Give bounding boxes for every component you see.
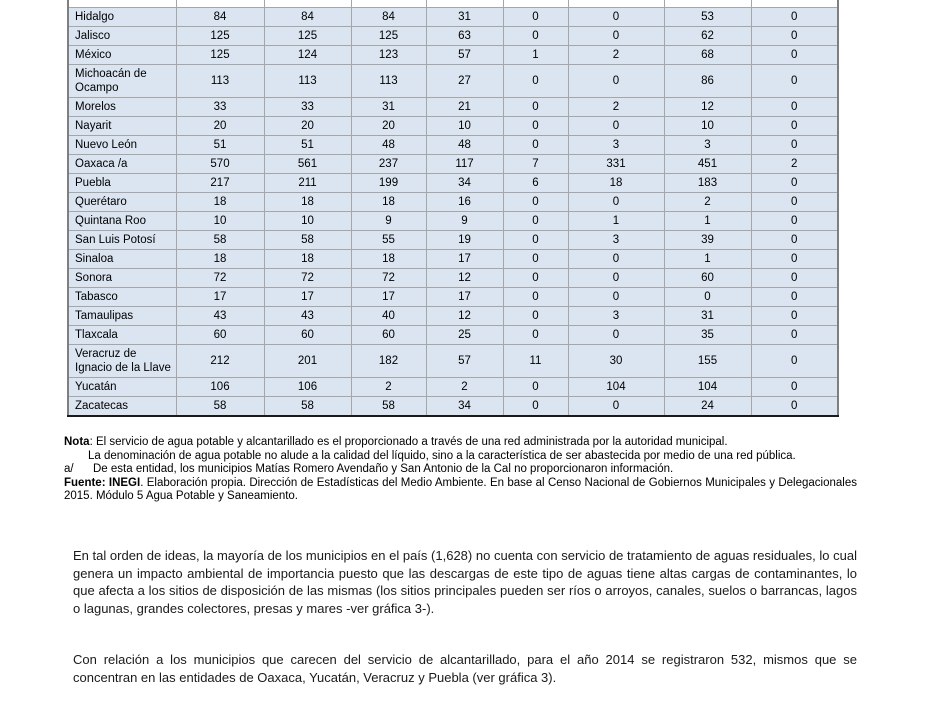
value-cell: 24 [664, 396, 751, 416]
value-cell: 183 [664, 173, 751, 192]
table-row [68, 116, 838, 135]
value-cell: 0 [503, 230, 568, 249]
value-cell: 20 [176, 116, 264, 135]
value-cell: 0 [568, 287, 664, 306]
value-cell: 10 [664, 116, 751, 135]
state-name-cell: Quintana Roo [68, 211, 176, 230]
value-cell: 0 [751, 211, 838, 230]
value-cell: 86 [664, 64, 751, 97]
value-cell: 0 [503, 7, 568, 26]
table-row [68, 306, 838, 325]
value-cell: 0 [751, 268, 838, 287]
value-cell: 106 [176, 377, 264, 396]
value-cell: 182 [351, 344, 426, 377]
state-name-cell: Sonora [68, 268, 176, 287]
value-cell: 1 [503, 45, 568, 64]
states-water-table [67, 0, 839, 417]
value-cell: 17 [426, 287, 503, 306]
footnote-nota-sub: La denominación de agua potable no alude a la calidad del líquido, sino a la característica de ser abastecida por medio de una red pública. [88, 449, 796, 462]
footnote-a [64, 463, 857, 477]
value-cell: 0 [503, 287, 568, 306]
value-cell [664, 0, 751, 7]
value-cell: 51 [176, 135, 264, 154]
value-cell: 0 [751, 173, 838, 192]
value-cell: 53 [664, 7, 751, 26]
value-cell: 18 [176, 192, 264, 211]
value-cell: 0 [503, 211, 568, 230]
value-cell: 0 [751, 344, 838, 377]
value-cell: 0 [751, 306, 838, 325]
table-row [68, 7, 838, 26]
value-cell: 0 [568, 26, 664, 45]
value-cell: 570 [176, 154, 264, 173]
value-cell: 0 [751, 230, 838, 249]
value-cell: 31 [664, 306, 751, 325]
value-cell: 0 [751, 116, 838, 135]
value-cell: 33 [264, 97, 351, 116]
value-cell: 10 [176, 211, 264, 230]
value-cell: 0 [568, 325, 664, 344]
value-cell: 1 [664, 211, 751, 230]
value-cell: 9 [426, 211, 503, 230]
value-cell: 72 [351, 268, 426, 287]
value-cell: 18 [176, 249, 264, 268]
value-cell: 3 [568, 306, 664, 325]
footnote-fuente [64, 477, 857, 504]
value-cell: 18 [264, 249, 351, 268]
value-cell: 34 [426, 173, 503, 192]
value-cell: 17 [351, 287, 426, 306]
footnote-fuente-text: . Elaboración propia. Dirección de Estadísticas del Medio Ambiente. En base al Censo Nacional de Gobiernos Municipales y Delegacionales 2015. Módulo 5 Agua Potable y Saneamiento. [64, 476, 857, 502]
value-cell: 2 [664, 192, 751, 211]
value-cell: 57 [426, 45, 503, 64]
value-cell: 0 [503, 325, 568, 344]
value-cell: 40 [351, 306, 426, 325]
value-cell: 18 [351, 249, 426, 268]
value-cell: 63 [426, 26, 503, 45]
value-cell: 0 [503, 26, 568, 45]
value-cell: 2 [751, 154, 838, 173]
value-cell: 58 [351, 396, 426, 416]
value-cell: 125 [351, 26, 426, 45]
value-cell: 33 [176, 97, 264, 116]
value-cell: 0 [503, 192, 568, 211]
state-name-cell: Querétaro [68, 192, 176, 211]
states-table-body [68, 0, 838, 416]
value-cell: 0 [503, 268, 568, 287]
value-cell: 237 [351, 154, 426, 173]
value-cell: 1 [568, 211, 664, 230]
value-cell: 20 [351, 116, 426, 135]
value-cell: 104 [664, 377, 751, 396]
state-name-cell: Tlaxcala [68, 325, 176, 344]
state-name-cell: Zacatecas [68, 396, 176, 416]
value-cell: 18 [264, 192, 351, 211]
value-cell: 30 [568, 344, 664, 377]
value-cell: 35 [664, 325, 751, 344]
value-cell: 20 [264, 116, 351, 135]
state-name-cell: Jalisco [68, 26, 176, 45]
table-row [68, 377, 838, 396]
footnote-nota [64, 436, 857, 450]
value-cell: 0 [568, 116, 664, 135]
value-cell: 9 [351, 211, 426, 230]
value-cell: 68 [664, 45, 751, 64]
footnote-a-label: a/ [64, 463, 74, 475]
value-cell: 0 [568, 64, 664, 97]
table-row [68, 45, 838, 64]
value-cell: 19 [426, 230, 503, 249]
value-cell: 58 [264, 230, 351, 249]
value-cell: 34 [426, 396, 503, 416]
value-cell: 451 [664, 154, 751, 173]
value-cell: 84 [264, 7, 351, 26]
body-paragraph-1: En tal orden de ideas, la mayoría de los municipios en el país (1,628) no cuenta con servicio de tratamiento de aguas residuales, lo cual genera un impacto ambiental de importancia puesto que las descargas de este tipo de aguas tiene altas cargas de contaminantes, lo que afecta a los sitios de disposición de las mismas (los sitios principales pueden ser ríos o arroyos, canales, suelos o barrancas, lagos o lagunas, grandes colectores, presas y mares -ver gráfica 3-). [73, 548, 857, 616]
value-cell [176, 0, 264, 7]
value-cell: 0 [503, 396, 568, 416]
value-cell: 217 [176, 173, 264, 192]
value-cell: 0 [568, 396, 664, 416]
value-cell: 561 [264, 154, 351, 173]
state-name-cell: Veracruz de Ignacio de la Llave [68, 344, 176, 377]
footnote-nota-text: : El servicio de agua potable y alcantarillado es el proporcionado a través de una red administrada por la autoridad municipal. [89, 436, 728, 448]
value-cell: 0 [751, 64, 838, 97]
value-cell: 12 [664, 97, 751, 116]
value-cell: 2 [568, 97, 664, 116]
value-cell: 57 [426, 344, 503, 377]
value-cell: 0 [751, 249, 838, 268]
value-cell: 212 [176, 344, 264, 377]
value-cell: 58 [176, 396, 264, 416]
value-cell: 55 [351, 230, 426, 249]
value-cell: 6 [503, 173, 568, 192]
table-row [68, 230, 838, 249]
value-cell: 123 [351, 45, 426, 64]
value-cell: 17 [176, 287, 264, 306]
value-cell: 125 [176, 45, 264, 64]
table-row [68, 287, 838, 306]
value-cell: 113 [351, 64, 426, 97]
table-row [68, 344, 838, 377]
value-cell [503, 0, 568, 7]
value-cell: 72 [176, 268, 264, 287]
state-name-cell: Puebla [68, 173, 176, 192]
value-cell: 60 [176, 325, 264, 344]
value-cell: 0 [751, 26, 838, 45]
value-cell: 0 [751, 192, 838, 211]
value-cell: 7 [503, 154, 568, 173]
table-row [68, 26, 838, 45]
value-cell: 62 [664, 26, 751, 45]
value-cell: 0 [664, 287, 751, 306]
value-cell: 117 [426, 154, 503, 173]
state-name-cell: Hidalgo [68, 7, 176, 26]
value-cell: 51 [264, 135, 351, 154]
value-cell: 43 [264, 306, 351, 325]
state-name-cell: Morelos [68, 97, 176, 116]
value-cell: 48 [351, 135, 426, 154]
value-cell: 18 [351, 192, 426, 211]
state-name-cell: Nayarit [68, 116, 176, 135]
value-cell: 0 [751, 377, 838, 396]
value-cell: 18 [568, 173, 664, 192]
table-row [68, 396, 838, 416]
value-cell: 0 [751, 7, 838, 26]
footnote-fuente-label: Fuente: INEGI [64, 476, 141, 489]
value-cell: 60 [351, 325, 426, 344]
value-cell: 0 [503, 377, 568, 396]
value-cell: 113 [264, 64, 351, 97]
value-cell: 0 [751, 325, 838, 344]
value-cell: 25 [426, 325, 503, 344]
value-cell [568, 0, 664, 7]
value-cell: 0 [503, 97, 568, 116]
value-cell: 0 [751, 135, 838, 154]
value-cell: 0 [503, 306, 568, 325]
value-cell: 0 [503, 64, 568, 97]
table-row [68, 64, 838, 97]
table-row [68, 173, 838, 192]
state-name-cell: Tabasco [68, 287, 176, 306]
value-cell: 2 [351, 377, 426, 396]
value-cell: 16 [426, 192, 503, 211]
value-cell [351, 0, 426, 7]
value-cell: 0 [751, 396, 838, 416]
value-cell: 125 [176, 26, 264, 45]
table-row [68, 154, 838, 173]
footnote-a-text: De esta entidad, los municipios Matías Romero Avendaño y San Antonio de la Cal no proporcionaron información. [93, 463, 674, 475]
value-cell [264, 0, 351, 7]
value-cell: 58 [176, 230, 264, 249]
value-cell: 72 [264, 268, 351, 287]
value-cell: 17 [264, 287, 351, 306]
table-footnotes [64, 436, 857, 504]
value-cell: 0 [503, 135, 568, 154]
value-cell: 48 [426, 135, 503, 154]
value-cell: 27 [426, 64, 503, 97]
value-cell: 84 [176, 7, 264, 26]
state-name-cell [68, 0, 176, 7]
value-cell: 10 [426, 116, 503, 135]
value-cell: 21 [426, 97, 503, 116]
value-cell: 84 [351, 7, 426, 26]
value-cell: 125 [264, 26, 351, 45]
state-name-cell: Tamaulipas [68, 306, 176, 325]
state-name-cell: Nuevo León [68, 135, 176, 154]
value-cell: 60 [664, 268, 751, 287]
state-name-cell: San Luis Potosí [68, 230, 176, 249]
footnote-nota-label: Nota [64, 436, 90, 448]
value-cell: 211 [264, 173, 351, 192]
table-row [68, 192, 838, 211]
value-cell: 31 [426, 7, 503, 26]
value-cell: 10 [264, 211, 351, 230]
value-cell: 0 [751, 45, 838, 64]
table-row [68, 249, 838, 268]
value-cell: 17 [426, 249, 503, 268]
value-cell: 3 [568, 230, 664, 249]
value-cell: 12 [426, 268, 503, 287]
value-cell: 1 [664, 249, 751, 268]
value-cell: 201 [264, 344, 351, 377]
state-name-cell: Sinaloa [68, 249, 176, 268]
value-cell [751, 0, 838, 7]
value-cell: 43 [176, 306, 264, 325]
value-cell: 0 [751, 287, 838, 306]
value-cell: 113 [176, 64, 264, 97]
table-row-partial [68, 0, 838, 7]
value-cell: 331 [568, 154, 664, 173]
value-cell: 104 [568, 377, 664, 396]
value-cell: 39 [664, 230, 751, 249]
state-name-cell: Oaxaca /a [68, 154, 176, 173]
value-cell [426, 0, 503, 7]
value-cell: 3 [568, 135, 664, 154]
value-cell: 58 [264, 396, 351, 416]
value-cell: 0 [503, 249, 568, 268]
body-paragraph-2: Con relación a los municipios que carecen del servicio de alcantarillado, para el año 2014 se registraron 532, mismos que se concentran en las entidades de Oaxaca, Yucatán, Veracruz y Puebla (ver gráfica 3). [73, 652, 857, 685]
state-name-cell: México [68, 45, 176, 64]
value-cell: 11 [503, 344, 568, 377]
value-cell: 2 [426, 377, 503, 396]
value-cell: 0 [568, 7, 664, 26]
value-cell: 199 [351, 173, 426, 192]
value-cell: 0 [751, 97, 838, 116]
value-cell: 155 [664, 344, 751, 377]
table-row [68, 135, 838, 154]
value-cell: 60 [264, 325, 351, 344]
value-cell: 106 [264, 377, 351, 396]
table-row [68, 268, 838, 287]
value-cell: 31 [351, 97, 426, 116]
value-cell: 3 [664, 135, 751, 154]
value-cell: 124 [264, 45, 351, 64]
state-name-cell: Michoacán de Ocampo [68, 64, 176, 97]
value-cell: 2 [568, 45, 664, 64]
state-name-cell: Yucatán [68, 377, 176, 396]
value-cell: 0 [568, 268, 664, 287]
value-cell: 12 [426, 306, 503, 325]
table-row [68, 97, 838, 116]
table-row [68, 325, 838, 344]
value-cell: 0 [503, 116, 568, 135]
table-row [68, 211, 838, 230]
value-cell: 0 [568, 192, 664, 211]
value-cell: 0 [568, 249, 664, 268]
